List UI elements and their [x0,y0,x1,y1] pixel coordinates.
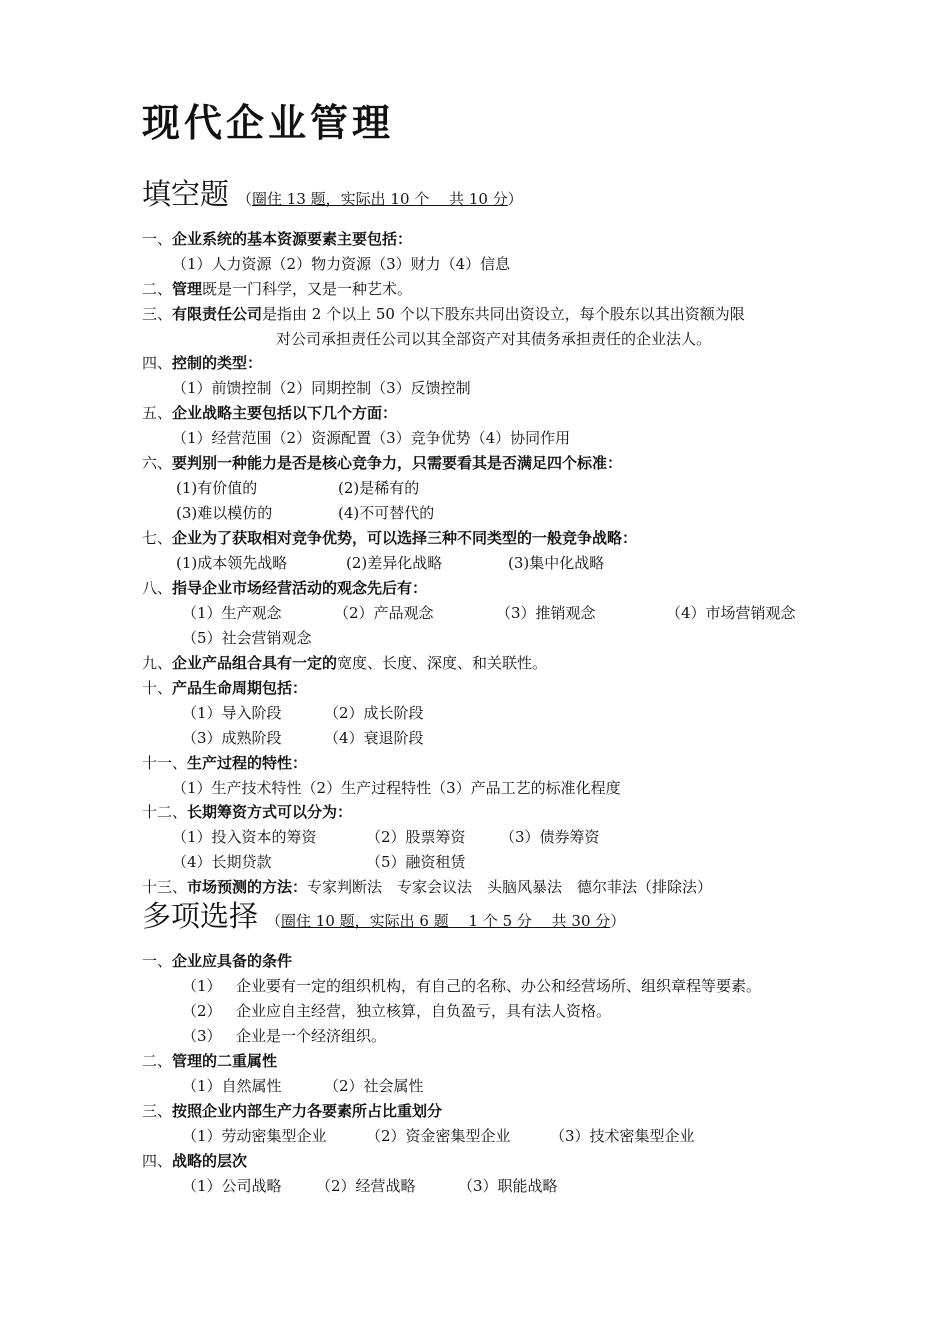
fill-q6-option-3: (3)难以模仿的 [176,504,273,522]
page-title: 现代企业管理 [142,101,395,145]
q-stem: 按照企业内部生产力各要素所占比重划分 [172,1102,443,1120]
fill-q7-option-1: (1)成本领先战略 [176,554,288,572]
multi-q2-option-1: （1）自然属性 [182,1077,282,1095]
q-text: 是指由 2 个以上 50 个以下股东共同出资设立，每个股东以其出资额为限 [262,305,745,323]
q-number: 十、 [142,679,173,697]
fill-q6 [142,452,622,473]
section-multi-title: 多项选择 [142,899,259,933]
fill-q10-option-2: （2）成长阶段 [324,704,424,722]
section-multi-note [266,912,625,930]
multi-q1-index-3: （3） [182,1027,222,1045]
q-number: 八、 [142,579,173,597]
q-number: 四、 [142,1152,173,1170]
fill-q11 [142,752,307,773]
q-stem: 战略的层次 [172,1152,248,1170]
q-number: 一、 [142,952,173,970]
fill-q7-option-2: (2)差异化战略 [346,554,443,572]
fill-q3 [142,303,745,324]
q-stem: 有限责任公司 [172,305,263,323]
note-open: （ [266,912,282,930]
q-number: 一、 [142,230,173,248]
q-text: 专家判断法 专家会议法 头脑风暴法 德尔菲法（排除法） [307,878,713,896]
multi-q1-option-3: 企业是一个经济组织。 [236,1027,387,1045]
q-number: 六、 [142,454,173,472]
multi-q4-option-3: （3）职能战略 [458,1177,558,1195]
fill-q10-option-1: （1）导入阶段 [182,704,282,722]
fill-q4 [142,352,262,373]
multi-q3-option-2: （2）资金密集型企业 [366,1127,511,1145]
fill-q6-option-1: (1)有价值的 [176,479,258,497]
q-number: 三、 [142,305,173,323]
fill-q8-option-5: （5）社会营销观念 [182,629,312,647]
fill-q10 [142,677,307,698]
section-fill-title: 填空题 [142,177,230,211]
fill-q8-option-2: （2）产品观念 [334,604,434,622]
q-stem: 要判别一种能力是否是核心竞争力，只需要看其是否满足四个标准： [172,454,623,472]
fill-q10-option-4: （4）衰退阶段 [324,729,424,747]
section-fill-note [237,190,523,208]
fill-q12-option-3: （3）债券筹资 [500,828,600,846]
note-text: 圈住 13 题，实际出 10 个 共 10 分 [252,190,508,208]
fill-q8-option-4: （4）市场营销观念 [666,604,796,622]
q-stem: 市场预测的方法： [187,878,308,896]
multi-q1-option-2: 企业应自主经营，独立核算，自负盈亏，具有法人资格。 [236,1002,612,1020]
multi-q4 [142,1150,247,1171]
q-stem: 企业产品组合具有一定的 [172,654,338,672]
fill-q1 [142,228,412,249]
q-stem: 管理的二重属性 [172,1052,278,1070]
q-stem: 企业系统的基本资源要素主要包括： [172,230,413,248]
q-number: 二、 [142,1052,173,1070]
q-stem: 控制的类型： [172,354,263,372]
q-stem: 生产过程的特性： [187,754,308,772]
fill-q3-continuation: 对公司承担责任公司以其全部资产对其债务承担责任的企业法人。 [276,330,712,348]
q-stem: 企业战略主要包括以下几个方面： [172,404,398,422]
fill-q8 [142,577,427,598]
multi-q3-option-3: （3）技术密集型企业 [550,1127,695,1145]
q-number: 十三、 [142,878,188,896]
note-close: ） [610,912,626,930]
fill-q12-option-5: （5）融资租赁 [366,853,466,871]
fill-q1-answer: （1）人力资源（2）物力资源（3）财力（4）信息 [172,255,511,273]
q-stem: 管理 [172,280,203,298]
multi-q2 [142,1050,277,1071]
note-text: 圈住 10 题，实际出 6 题 1 个 5 分 共 30 分 [281,912,611,930]
q-number: 二、 [142,280,173,298]
fill-q12-option-2: （2）股票筹资 [366,828,466,846]
fill-q6-option-4: (4)不可替代的 [338,504,435,522]
fill-q5-answer: （1）经营范围（2）资源配置（3）竞争优势（4）协同作用 [172,429,571,447]
fill-q6-option-2: (2)是稀有的 [338,479,420,497]
fill-q12 [142,801,352,822]
multi-q4-option-1: （1）公司战略 [182,1177,282,1195]
q-stem: 企业应具备的条件 [172,952,293,970]
fill-q5 [142,402,397,423]
note-close: ） [507,190,523,208]
multi-q3-option-1: （1）劳动密集型企业 [182,1127,327,1145]
section-fill-heading [142,172,523,213]
multi-q1-index-1: （1） [182,977,222,995]
q-number: 十一、 [142,754,188,772]
fill-q12-option-1: （1）投入资本的筹资 [172,828,317,846]
section-multi-heading [142,894,625,935]
multi-q4-option-2: （2）经营战略 [316,1177,416,1195]
fill-q12-option-4: （4）长期贷款 [172,853,272,871]
fill-q2 [142,278,412,299]
q-number: 五、 [142,404,173,422]
q-number: 七、 [142,529,173,547]
note-open: （ [237,190,253,208]
q-stem: 企业为了获取相对竞争优势，可以选择三种不同类型的一般竞争战略： [172,529,638,547]
multi-q2-option-2: （2）社会属性 [324,1077,424,1095]
q-stem: 产品生命周期包括： [172,679,308,697]
multi-q1 [142,950,292,971]
q-stem: 指导企业市场经营活动的观念先后有： [172,579,428,597]
fill-q7 [142,527,637,548]
fill-q7-option-3: (3)集中化战略 [508,554,605,572]
q-text: 既是一门科学，又是一种艺术。 [202,280,413,298]
multi-q1-index-2: （2） [182,1002,222,1020]
multi-q1-option-1: 企业要有一定的组织机构，有自己的名称、办公和经营场所、组织章程等要素。 [236,977,762,995]
q-number: 四、 [142,354,173,372]
fill-q4-answer: （1）前馈控制（2）同期控制（3）反馈控制 [172,379,471,397]
q-stem: 长期筹资方式可以分为： [187,803,353,821]
fill-q10-option-3: （3）成熟阶段 [182,729,282,747]
q-number: 十二、 [142,803,188,821]
fill-q9 [142,652,547,673]
fill-q8-option-3: （3）推销观念 [496,604,596,622]
multi-q3 [142,1100,442,1121]
q-number: 九、 [142,654,173,672]
fill-q11-answer: （1）生产技术特性（2）生产过程特性（3）产品工艺的标准化程度 [172,779,621,797]
q-text: 宽度、长度、深度、和关联性。 [337,654,548,672]
fill-q8-option-1: （1）生产观念 [182,604,282,622]
q-number: 三、 [142,1102,173,1120]
